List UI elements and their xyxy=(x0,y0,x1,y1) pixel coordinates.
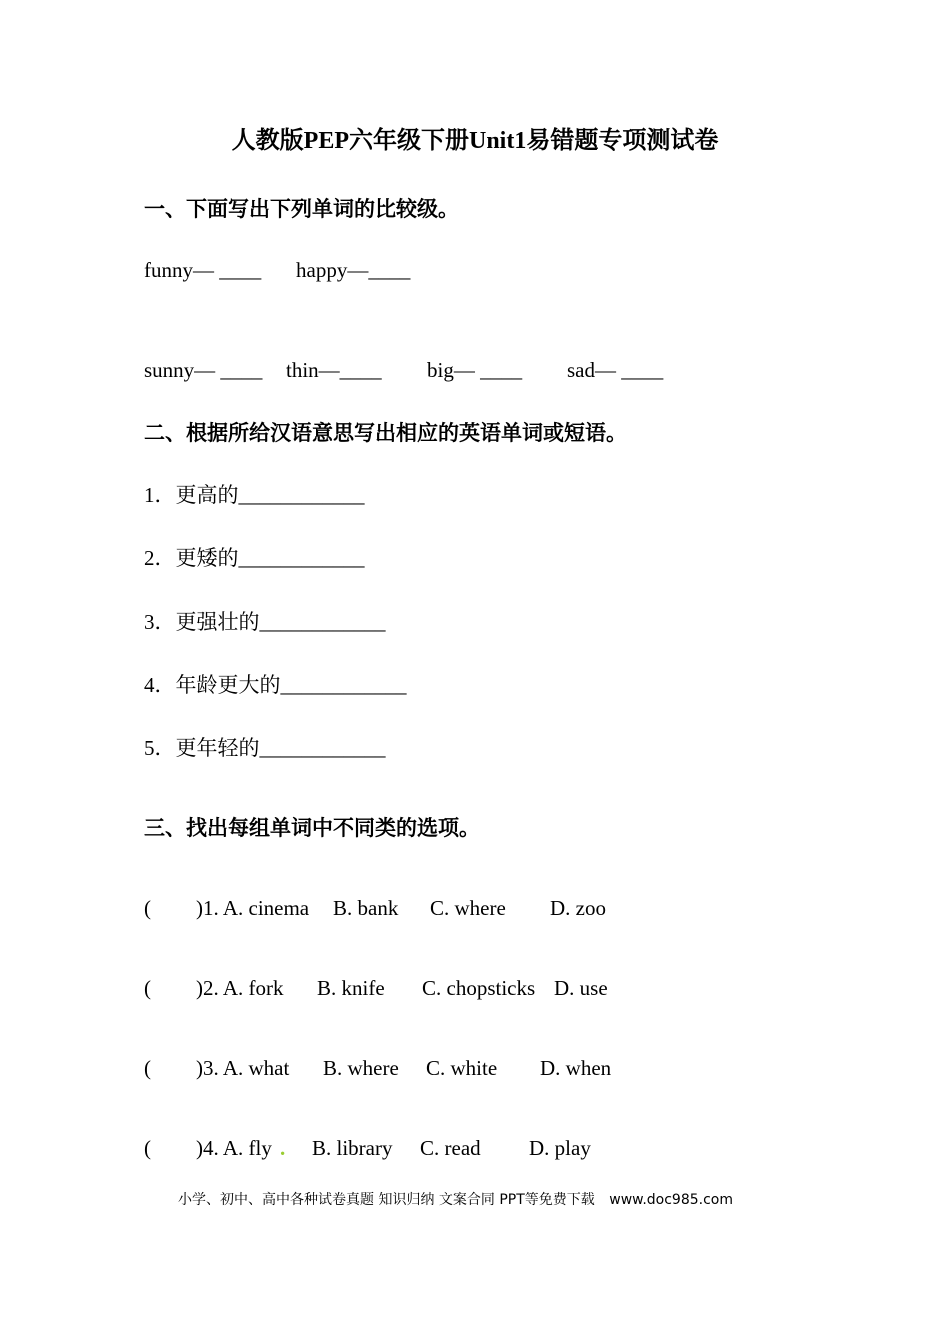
document-title: 人教版PEP六年级下册Unit1易错题专项测试卷 xyxy=(231,128,719,154)
answer-paren: ( xyxy=(144,976,151,1000)
option-d: D. play xyxy=(529,1136,591,1160)
translation-item-3: 3．更强壮的____________ xyxy=(144,610,386,634)
option-a: )4. A. fly xyxy=(196,1136,272,1160)
question-row-3 xyxy=(144,1053,844,1083)
question-row-2 xyxy=(144,973,844,1003)
translation-item-2: 2．更矮的____________ xyxy=(144,546,365,570)
word-thin: thin—____ xyxy=(286,358,382,382)
word-sunny: sunny— ____ xyxy=(144,358,263,382)
question-row-4 xyxy=(144,1133,844,1163)
footer-text: 小学、初中、高中各种试卷真题 知识归纳 文案合同 PPT等免费下载 xyxy=(178,1192,595,1208)
option-a: )2. A. fork xyxy=(196,976,284,1000)
option-c: C. chopsticks xyxy=(422,976,536,1000)
option-a: )1. A. cinema xyxy=(196,896,310,920)
translation-item-1: 1．更高的____________ xyxy=(144,483,365,507)
option-d: D. when xyxy=(540,1056,612,1080)
translation-item-5: 5．更年轻的____________ xyxy=(144,736,386,760)
option-c: C. white xyxy=(426,1056,498,1080)
option-b: B. bank xyxy=(333,896,399,920)
word-big: big— ____ xyxy=(427,358,523,382)
footer-url[interactable]: www.doc985.com xyxy=(609,1192,733,1208)
translation-item-4: 4．年龄更大的____________ xyxy=(144,673,407,697)
section3-heading: 三、找出每组单词中不同类的选项。 xyxy=(144,816,480,840)
option-c: C. where xyxy=(430,896,506,920)
word-sad: sad— ____ xyxy=(567,358,664,382)
word-funny: funny— ____ xyxy=(144,258,262,282)
answer-paren: ( xyxy=(144,896,151,920)
option-c: C. read xyxy=(420,1136,481,1160)
question-row-1 xyxy=(144,893,844,923)
option-b: B. knife xyxy=(317,976,385,1000)
option-a: )3. A. what xyxy=(196,1056,290,1080)
section2-heading: 二、根据所给汉语意思写出相应的英语单词或短语。 xyxy=(144,421,627,445)
option-b: B. where xyxy=(323,1056,399,1080)
option-b: B. library xyxy=(312,1136,393,1160)
answer-paren: ( xyxy=(144,1136,151,1160)
section1-heading: 一、下面写出下列单词的比较级。 xyxy=(144,197,459,221)
word-happy: happy—____ xyxy=(296,258,411,282)
accent-dot: . xyxy=(280,1136,286,1160)
footer xyxy=(178,1189,733,1211)
option-d: D. zoo xyxy=(550,896,606,920)
answer-paren: ( xyxy=(144,1056,151,1080)
option-d: D. use xyxy=(554,976,608,1000)
